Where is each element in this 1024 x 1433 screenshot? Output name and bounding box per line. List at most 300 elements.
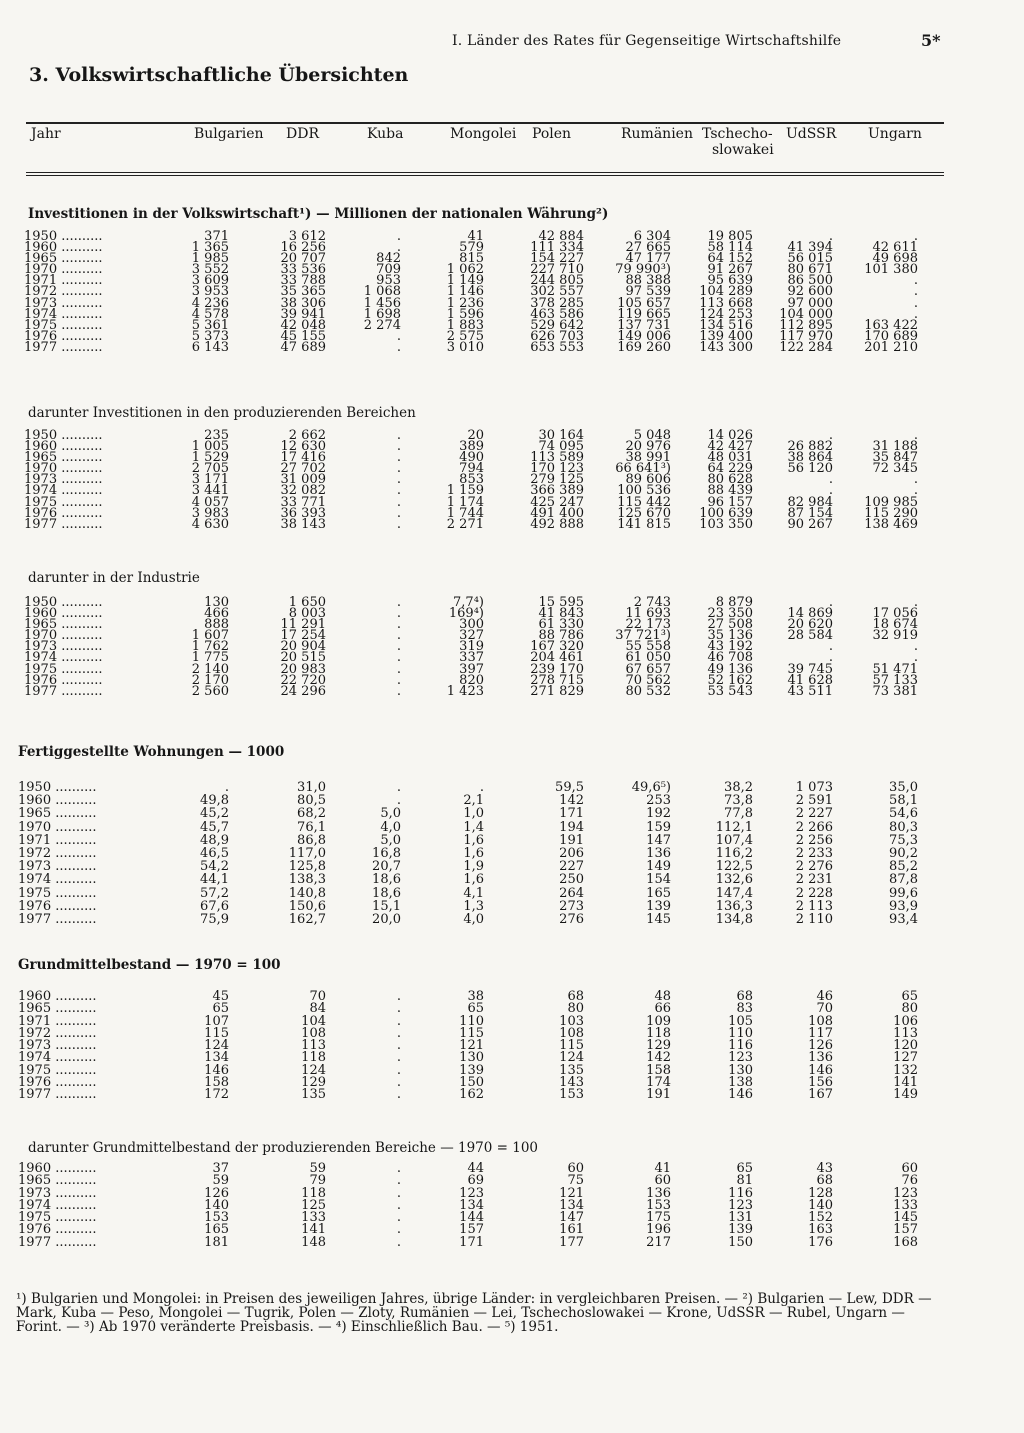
table-cell: 49,6⁵) — [631, 780, 671, 795]
col-kuba: Kuba — [367, 126, 404, 142]
table-cell: 2 228 — [795, 885, 833, 901]
table-cell: 149 006 — [617, 328, 671, 344]
table-cell: 118 — [301, 1050, 326, 1066]
row-year: 1960 .......... — [18, 793, 97, 809]
table-cell: 32 082 — [280, 483, 326, 499]
row-year: 1974 .......... — [24, 650, 103, 666]
table-cell: 3 953 — [191, 284, 229, 300]
table-row — [0, 240, 1024, 256]
running-title: I. Länder des Rates für Gegenseitige Wirtschaftshilfe — [452, 33, 842, 49]
table-cell: 579 — [459, 240, 484, 256]
table-cell: 1 596 — [446, 306, 484, 322]
table-cell: 1 423 — [446, 683, 484, 699]
table-cell: 134 516 — [699, 317, 753, 333]
table-cell: 47 177 — [625, 251, 671, 267]
table-cell: 815 — [459, 251, 484, 267]
table-cell: 146 — [728, 1087, 753, 1103]
table-cell: 16 256 — [280, 240, 326, 256]
table-cell: 159 — [646, 819, 671, 835]
table-cell: 12 630 — [280, 439, 326, 455]
row-year: 1971 .......... — [18, 832, 97, 848]
footnotes — [16, 1292, 936, 1334]
table-cell: 709 — [376, 262, 401, 278]
table-cell: . — [828, 472, 833, 488]
table-cell: 22 173 — [625, 617, 671, 633]
table-cell: 15 595 — [538, 595, 584, 610]
row-year: 1970 .......... — [24, 628, 103, 644]
table-cell: 1 068 — [363, 284, 401, 300]
table-cell: 76 — [901, 1173, 918, 1189]
table-cell: 56 015 — [787, 251, 833, 267]
table-cell: 300 — [459, 617, 484, 633]
table-cell: 1 607 — [191, 628, 229, 644]
table-cell: 61 330 — [538, 617, 584, 633]
table-cell: 32 919 — [872, 628, 918, 644]
table-cell: 115 — [204, 1025, 229, 1041]
table-cell: 51 471 — [872, 661, 918, 677]
table-cell: . — [396, 661, 401, 677]
table-cell: 153 — [204, 1210, 229, 1226]
table-cell: 90 267 — [787, 516, 833, 532]
table-cell: 111 334 — [530, 240, 584, 256]
table-cell: 37 — [212, 1161, 229, 1176]
table-cell: 1,9 — [463, 859, 484, 875]
table-cell: . — [396, 1210, 401, 1226]
table-cell: 31,0 — [297, 780, 326, 795]
table-cell: . — [396, 1062, 401, 1078]
section-title: Investitionen in der Volkswirtschaft¹) — Millionen der nationalen Währung²) — [28, 206, 609, 222]
table-cell: 142 — [646, 1050, 671, 1066]
table-cell: 93,4 — [889, 911, 918, 927]
table-cell: 1 529 — [191, 450, 229, 466]
table-cell: 37 721³) — [615, 628, 671, 644]
table-cell: 31 188 — [872, 439, 918, 455]
table-row — [0, 782, 1024, 795]
table-cell: 80 532 — [625, 683, 671, 699]
table-cell: 80 — [901, 1001, 918, 1017]
table-cell: 206 — [559, 845, 584, 861]
table-cell: 18,6 — [372, 885, 401, 901]
table-cell: 39 941 — [280, 306, 326, 322]
table-cell: 17 254 — [280, 628, 326, 644]
table-cell: 2 231 — [795, 872, 833, 888]
row-year: 1977 .......... — [18, 911, 97, 927]
table-cell: 5 361 — [191, 317, 229, 333]
table-cell: 4 578 — [191, 306, 229, 322]
table-cell: 38 991 — [625, 450, 671, 466]
table-cell: 136,3 — [715, 898, 753, 914]
table-cell: . — [913, 639, 918, 655]
table-cell: 227 — [559, 859, 584, 875]
table-cell: 23 350 — [707, 606, 753, 622]
table-cell: 11 693 — [625, 606, 671, 622]
table-cell: 168 — [893, 1234, 918, 1250]
table-cell: 84 — [309, 1001, 326, 1017]
table-cell: 134 — [204, 1050, 229, 1066]
table-cell: 14 026 — [707, 428, 753, 443]
table-cell: 124 — [204, 1038, 229, 1054]
table-cell: 72 345 — [872, 461, 918, 477]
table-cell: 48 — [654, 989, 671, 1004]
row-year: 1960 .......... — [24, 606, 103, 622]
footnote-text: ¹) Bulgarien und Mongolei: in Preisen des jeweiligen Jahres, übrige Länder: in vergleichbaren Preisen. — ²) Bulgarien — Lew, DDR — Mark, Kuba — Peso, Mongolei — Tugrik, Polen — Zloty, Rumänien — Lei, Tschechoslowakei — Krone, UdSSR — Rubel, Ungarn — Forint. — ³) Ab 1970 veränderte Preisbasis. — ⁴) Einschließlich Bau. — ⁵) 1951. — [16, 1291, 932, 1335]
table-cell: 20 976 — [625, 439, 671, 455]
table-cell: 1 062 — [446, 262, 484, 278]
table-cell: 1 698 — [363, 306, 401, 322]
table-cell: 171 — [459, 1234, 484, 1250]
table-cell: 176 — [808, 1234, 833, 1250]
table-cell: 28 584 — [787, 628, 833, 644]
table-cell: 67 657 — [625, 661, 671, 677]
table-cell: 88 786 — [538, 628, 584, 644]
table-cell: 177 — [559, 1234, 584, 1250]
table-cell: 108 — [559, 1025, 584, 1041]
table-cell: 91 267 — [707, 262, 753, 278]
table-row — [0, 1013, 1024, 1029]
table-cell: 529 642 — [530, 317, 584, 333]
table-cell: 41 — [467, 229, 484, 244]
table-cell: 153 — [646, 1197, 671, 1213]
table-cell: 121 — [459, 1038, 484, 1054]
table-cell: 1,6 — [463, 872, 484, 888]
table-cell: 41 843 — [538, 606, 584, 622]
table-cell: 20 707 — [280, 251, 326, 267]
table-cell: 38 306 — [280, 295, 326, 311]
table-cell: 19 805 — [707, 229, 753, 244]
table-cell: 100 639 — [699, 505, 753, 521]
table-cell: 1 159 — [446, 483, 484, 499]
table-cell: 45 — [212, 989, 229, 1004]
table-cell: . — [396, 339, 401, 355]
table-cell: 172 — [204, 1087, 229, 1103]
table-cell: 371 — [204, 229, 229, 244]
table-cell: 26 882 — [787, 439, 833, 455]
row-year: 1977 .......... — [24, 683, 103, 699]
table-cell: 42 884 — [538, 229, 584, 244]
table-cell: 95 639 — [707, 273, 753, 289]
table-cell: 204 461 — [530, 650, 584, 666]
row-year: 1960 .......... — [24, 240, 103, 256]
table-cell: 104 — [301, 1013, 326, 1029]
table-cell: . — [396, 1222, 401, 1238]
table-cell: 106 — [893, 1013, 918, 1029]
table-cell: 65 — [901, 989, 918, 1004]
table-cell: 142 — [559, 793, 584, 809]
table-cell: 3 010 — [446, 339, 484, 355]
table-cell: 117,0 — [288, 845, 326, 861]
table-cell: 4,0 — [463, 911, 484, 927]
table-cell: 73,8 — [724, 793, 753, 809]
table-row — [0, 795, 1024, 808]
table-cell: 143 — [559, 1075, 584, 1091]
table-cell: . — [396, 1025, 401, 1041]
table-cell: 70 — [309, 989, 326, 1004]
row-year: 1960 .......... — [18, 1161, 97, 1176]
table-cell: 59,5 — [555, 780, 584, 795]
row-year: 1970 .......... — [24, 262, 103, 278]
table-cell: 148 — [301, 1234, 326, 1250]
table-row — [0, 597, 1024, 608]
row-year: 1965 .......... — [18, 1001, 97, 1017]
table-cell: 115 — [459, 1025, 484, 1041]
table-cell: 4,1 — [463, 885, 484, 901]
table-cell: 39 745 — [787, 661, 833, 677]
table-cell: 54,6 — [889, 806, 918, 822]
section-title: Fertiggestellte Wohnungen — 1000 — [18, 744, 285, 760]
table-row — [0, 661, 1024, 677]
table-cell: 122,5 — [715, 859, 753, 875]
table-cell: 165 — [204, 1222, 229, 1238]
table-cell: 112,1 — [715, 819, 753, 835]
table-cell: 466 — [204, 606, 229, 622]
table-row — [0, 628, 1024, 644]
row-year: 1973 .......... — [24, 295, 103, 311]
table-cell: 46,5 — [200, 845, 229, 861]
table-cell: 7,7⁴) — [453, 595, 484, 610]
table-cell: 8 879 — [715, 595, 753, 610]
table-cell: 64 152 — [707, 251, 753, 267]
table-row — [0, 1197, 1024, 1213]
table-cell: 123 — [728, 1050, 753, 1066]
table-cell: 1,4 — [463, 819, 484, 835]
table-cell: . — [913, 295, 918, 311]
table-cell: . — [913, 472, 918, 488]
table-cell: 88 439 — [707, 483, 753, 499]
page-number: 5* — [921, 31, 941, 50]
table-cell: 66 — [654, 1001, 671, 1017]
table-cell: 167 — [808, 1087, 833, 1103]
table-row — [0, 339, 1024, 355]
table-cell: 853 — [459, 472, 484, 488]
table-cell: 70 — [816, 1001, 833, 1017]
table-cell: 35 365 — [280, 284, 326, 300]
table-cell: 302 557 — [530, 284, 584, 300]
table-cell: 397 — [459, 661, 484, 677]
table-cell: 2 140 — [191, 661, 229, 677]
table-cell: 146 — [808, 1062, 833, 1078]
table-cell: 134 — [459, 1197, 484, 1213]
table-cell: 57,2 — [200, 885, 229, 901]
table-cell: . — [913, 284, 918, 300]
table-cell: 118 — [301, 1185, 326, 1201]
table-row — [0, 1212, 1024, 1224]
table-cell: 48 031 — [707, 450, 753, 466]
table-cell: 109 985 — [864, 494, 918, 510]
table-cell: 1 883 — [446, 317, 484, 333]
table-cell: 201 210 — [864, 339, 918, 355]
table-cell: 1 456 — [363, 295, 401, 311]
col-ddr: DDR — [286, 126, 319, 142]
row-year: 1975 .......... — [24, 317, 103, 333]
section-rows — [0, 991, 1024, 1102]
table-row — [0, 898, 1024, 914]
table-cell: 43 — [816, 1161, 833, 1176]
table-cell: 48,9 — [200, 832, 229, 848]
table-cell: . — [828, 650, 833, 666]
row-year: 1972 .......... — [18, 845, 97, 861]
table-cell: 3 171 — [191, 472, 229, 488]
table-cell: 1 073 — [795, 780, 833, 795]
table-cell: 18 674 — [872, 617, 918, 633]
row-year: 1975 .......... — [24, 661, 103, 677]
table-cell: 2 256 — [795, 832, 833, 848]
row-year: 1976 .......... — [24, 328, 103, 344]
table-cell: 3 552 — [191, 262, 229, 278]
table-cell: 129 — [301, 1075, 326, 1091]
table-cell: 56 120 — [787, 461, 833, 477]
table-cell: 20 — [467, 428, 484, 443]
table-cell: 27 508 — [707, 617, 753, 633]
table-cell: . — [396, 989, 401, 1004]
table-row — [0, 284, 1024, 300]
table-cell: 101 380 — [864, 262, 918, 278]
row-year: 1950 .......... — [18, 780, 97, 795]
table-cell: 108 — [301, 1025, 326, 1041]
table-cell: 46 708 — [707, 650, 753, 666]
table-cell: 154 — [646, 872, 671, 888]
table-cell: 35 847 — [872, 450, 918, 466]
row-year: 1970 .......... — [24, 461, 103, 477]
table-cell: 1 650 — [288, 595, 326, 610]
table-cell: 4 236 — [191, 295, 229, 311]
row-year: 1974 .......... — [24, 483, 103, 499]
row-year: 1975 .......... — [18, 885, 97, 901]
table-cell: 170 689 — [864, 328, 918, 344]
table-row — [0, 1040, 1024, 1052]
table-cell: 17 056 — [872, 606, 918, 622]
table-cell: . — [396, 461, 401, 477]
table-cell: 35 136 — [707, 628, 753, 644]
row-year: 1973 .......... — [18, 1038, 97, 1054]
table-cell: 58 114 — [707, 240, 753, 256]
table-cell: 49,8 — [200, 793, 229, 809]
table-cell: 425 247 — [530, 494, 584, 510]
table-cell: 147 — [646, 832, 671, 848]
table-cell: . — [396, 639, 401, 655]
table-row — [0, 1234, 1024, 1250]
table-cell: 35,0 — [889, 780, 918, 795]
table-cell: 66 641³) — [615, 461, 671, 477]
table-cell: 119 665 — [617, 306, 671, 322]
table-header-rule — [26, 172, 944, 173]
table-cell: 115 290 — [864, 505, 918, 521]
table-cell: 145 — [893, 1210, 918, 1226]
table-cell: 124 253 — [699, 306, 753, 322]
table-cell: 87,8 — [889, 872, 918, 888]
table-cell: 73 381 — [872, 683, 918, 699]
table-cell: 24 296 — [280, 683, 326, 699]
table-cell: 490 — [459, 450, 484, 466]
table-cell: . — [396, 650, 401, 666]
table-cell: 278 715 — [530, 672, 584, 688]
table-cell: 653 553 — [530, 339, 584, 355]
table-cell: 2 560 — [191, 683, 229, 699]
table-cell: 217 — [646, 1234, 671, 1250]
table-cell: . — [396, 472, 401, 488]
table-cell: 276 — [559, 911, 584, 927]
table-cell: 135 — [301, 1087, 326, 1103]
row-year: 1972 .......... — [18, 1025, 97, 1041]
table-cell: 113 668 — [699, 295, 753, 311]
table-cell: 107,4 — [715, 832, 753, 848]
table-cell: 46 — [816, 989, 833, 1004]
table-row — [0, 808, 1024, 821]
table-cell: . — [396, 617, 401, 633]
row-year: 1965 .......... — [24, 617, 103, 633]
table-cell: 113 — [301, 1038, 326, 1054]
table-cell: 163 422 — [864, 317, 918, 333]
table-cell: 134,8 — [715, 911, 753, 927]
col-polen: Polen — [532, 126, 572, 142]
table-cell: 93,9 — [889, 898, 918, 914]
table-cell: 113 — [893, 1025, 918, 1041]
table-row — [0, 1077, 1024, 1089]
table-cell: 4 057 — [191, 494, 229, 510]
table-cell: 59 — [309, 1161, 326, 1176]
table-cell: 132,6 — [715, 872, 753, 888]
col-udssr: UdSSR — [786, 126, 837, 142]
table-cell: 2 233 — [795, 845, 833, 861]
row-year: 1971 .......... — [18, 1013, 97, 1029]
table-cell: 171 — [559, 806, 584, 822]
table-cell: 82 984 — [787, 494, 833, 510]
table-cell: 110 — [728, 1025, 753, 1041]
table-cell: 157 — [459, 1222, 484, 1238]
table-cell: 169⁴) — [448, 606, 484, 622]
table-row — [0, 231, 1024, 242]
table-cell: 33 536 — [280, 262, 326, 278]
col-jahr: Jahr — [31, 126, 61, 142]
table-cell: 143 300 — [699, 339, 753, 355]
table-cell: 121 — [559, 1185, 584, 1201]
row-year: 1960 .......... — [24, 439, 103, 455]
table-cell: 134 — [559, 1197, 584, 1213]
section-rows — [0, 597, 1024, 697]
section-title: darunter Grundmittelbestand der produzierenden Bereiche — 1970 = 100 — [28, 1140, 539, 1156]
table-cell: . — [828, 428, 833, 443]
table-cell: 96 157 — [707, 494, 753, 510]
table-cell: 16,8 — [372, 845, 401, 861]
table-cell: 1 174 — [446, 494, 484, 510]
table-cell: 68 — [816, 1173, 833, 1189]
table-cell: 5,0 — [380, 832, 401, 848]
table-row — [0, 273, 1024, 289]
table-cell: 1,0 — [463, 806, 484, 822]
table-cell: 77,8 — [724, 806, 753, 822]
table-cell: 1 985 — [191, 251, 229, 267]
table-cell: 147,4 — [715, 885, 753, 901]
row-year: 1976 .......... — [18, 898, 97, 914]
table-cell: . — [396, 229, 401, 244]
col-tschecho-line2: slowakei — [712, 142, 774, 158]
row-year: 1974 .......... — [18, 1197, 97, 1213]
table-cell: . — [396, 505, 401, 521]
section-title: darunter Investitionen in den produzierenden Bereichen — [28, 405, 416, 421]
table-cell: 112 895 — [779, 317, 833, 333]
table-cell: . — [396, 595, 401, 610]
table-cell: . — [396, 683, 401, 699]
table-cell: 136 — [646, 845, 671, 861]
table-cell: 38 143 — [280, 516, 326, 532]
table-cell: 239 170 — [530, 661, 584, 677]
table-header-rule-2 — [26, 175, 944, 176]
table-cell: 150,6 — [288, 898, 326, 914]
table-cell: 105 — [728, 1013, 753, 1029]
table-cell: 158 — [646, 1062, 671, 1078]
table-cell: 156 — [808, 1075, 833, 1091]
row-year: 1965 .......... — [24, 450, 103, 466]
table-cell: 8 003 — [288, 606, 326, 622]
